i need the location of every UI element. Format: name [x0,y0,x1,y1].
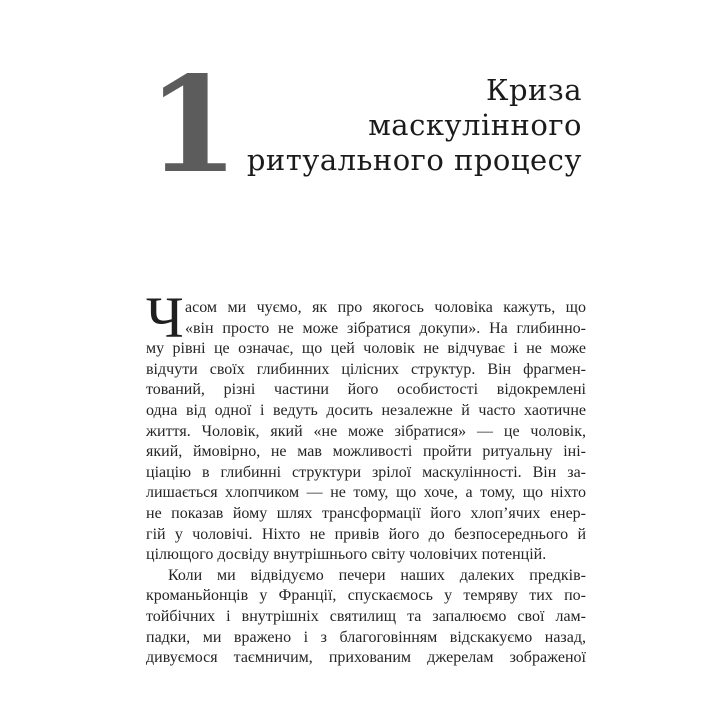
body-line: Коли ми відвідуємо печери наших далеких предків- [168,566,586,584]
body-line: гій у чоловічі. Ніхто не привів його до безпосереднього й [146,525,586,543]
body-line: життя. Чоловік, який «не може зібратися» — це чоловік, [146,422,586,440]
body-text [146,285,586,669]
body-line: асом ми чуємо, як про якогось чоловіка кажуть, що [185,299,586,316]
body-line: кроманьйонців у Франції, спускаємось у темряву тих по- [146,587,586,605]
body-line: тований, різні частини його особистості відокремлені [146,381,586,399]
body-line: лишається хлопчиком — не тому, що хоче, а тому, що ніхто [146,484,586,502]
body-line: цілющого досвіду внутрішнього світу чоловічих потенцій. [146,546,547,564]
chapter-number: 1 [147,48,239,203]
chapter-title-line: маскулінного [368,108,582,142]
body-line: одна від одної і ведуть досить незалежне й часто хаотичне [146,401,586,419]
drop-cap: Ч [146,285,184,350]
body-line: який, ймовірно, не мав можливості пройти ритуальну іні- [146,443,586,461]
body-line: не показав йому шлях трансформації його хлоп’ячих енер- [146,504,586,522]
body-line: «він просто не може зібратися докупи». На глибинно- [185,319,586,337]
body-line: ціацію в глибинні структури зрілої маскулінності. Він за- [146,463,586,481]
body-line: дивуємося таємничим, прихованим джерелам зображеної [146,649,586,667]
chapter-title-line: Криза [486,73,582,107]
body-line: відчути своїх глибинних цілісних структур. Він фрагмен- [146,360,586,378]
body-line: му рівні це означає, що цей чоловік не відчуває і не може [146,340,586,358]
body-line: падки, ми вражено і з благоговінням відскакуємо назад, [146,628,586,646]
body-line: тойбічних і внутрішніх святилищ та запалюємо свої лам- [146,607,586,625]
chapter-title [247,73,582,178]
chapter-title-line: ритуального процесу [246,143,582,177]
